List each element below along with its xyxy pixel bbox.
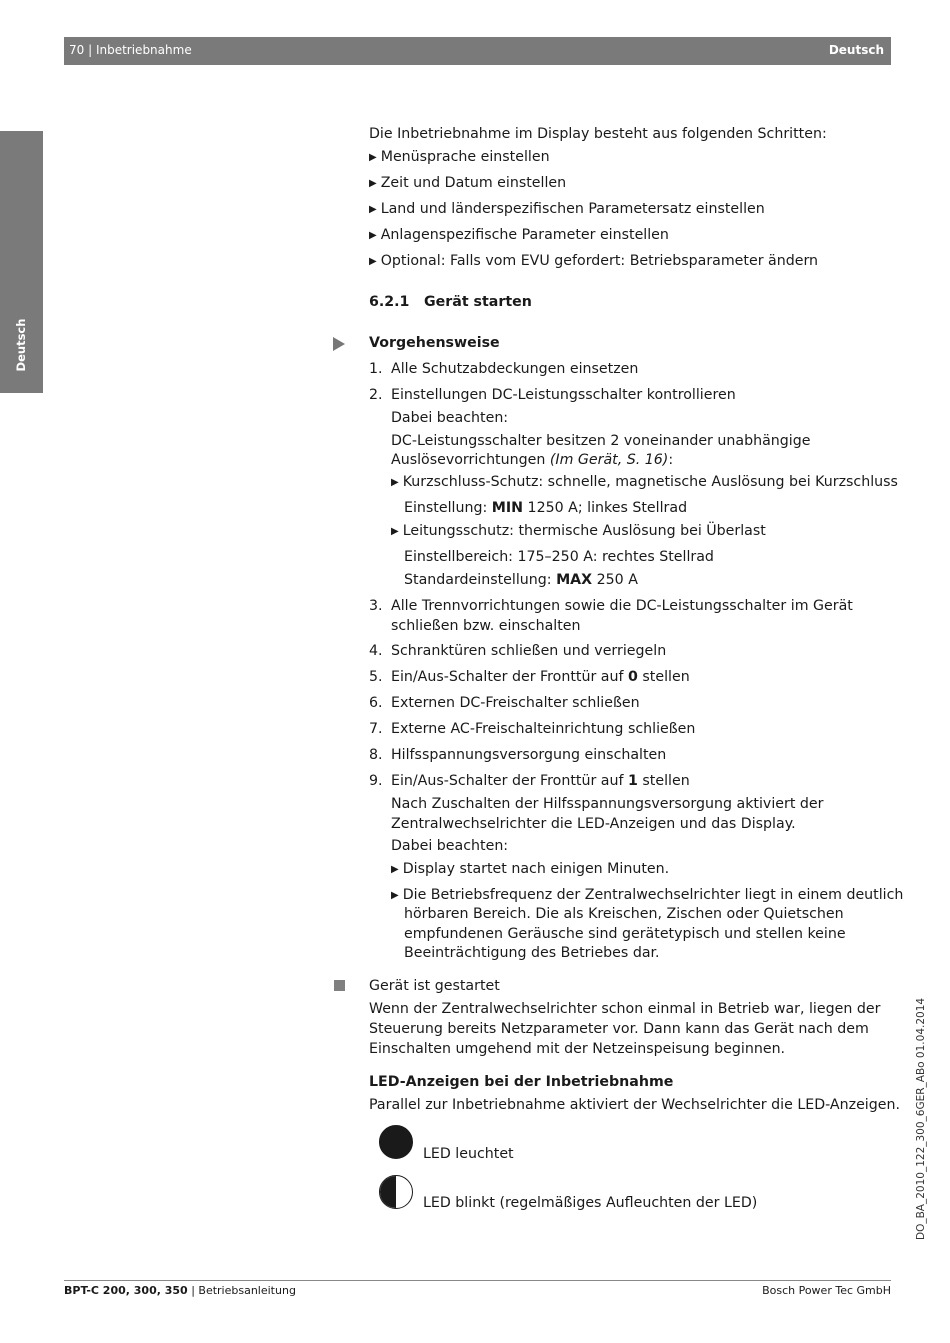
footer-product: BPT-C 200, 300, 350 | Betriebsanleitung bbox=[64, 1284, 296, 1297]
result-text: Wenn der Zentralwechselrichter schon einmal in Betrieb war, liegen der bbox=[369, 1001, 881, 1017]
triangle-right-icon: ▶ bbox=[391, 477, 399, 488]
procedure-heading: Vorgehensweise bbox=[369, 335, 500, 351]
procedure-arrow-icon bbox=[333, 337, 345, 351]
step-note: Dabei beachten: bbox=[391, 838, 509, 854]
bullet-detail: Standardeinstellung: MAX 250 A bbox=[404, 572, 638, 588]
triangle-right-icon: ▶ bbox=[369, 256, 377, 267]
step-number: 1. bbox=[369, 361, 383, 377]
step-number: 7. bbox=[369, 721, 383, 737]
triangle-right-icon: ▶ bbox=[369, 178, 377, 189]
step-number: 4. bbox=[369, 643, 383, 659]
overview-item: ▶ Optional: Falls vom EVU gefordert: Betriebsparameter ändern bbox=[369, 253, 819, 269]
step-number: 5. bbox=[369, 669, 383, 685]
bullet-continuation: hörbaren Bereich. Die als Kreischen, Zischen oder Quietschen bbox=[404, 906, 844, 922]
step-bullet: ▶ Display startet nach einigen Minuten. bbox=[391, 861, 670, 877]
step-note: Zentralwechselrichter die LED-Anzeigen und das Display. bbox=[391, 816, 796, 832]
step-text: Ein/Aus-Schalter der Fronttür auf 0 stellen bbox=[391, 669, 690, 685]
step-text: Alle Schutzabdeckungen einsetzen bbox=[391, 361, 639, 377]
step-text: schließen bzw. einschalten bbox=[391, 618, 581, 634]
overview-item: ▶ Land und länderspezifischen Parametersatz einstellen bbox=[369, 201, 765, 217]
page-header bbox=[64, 37, 891, 65]
section-title: Gerät starten bbox=[424, 294, 532, 310]
triangle-right-icon: ▶ bbox=[369, 204, 377, 215]
led-on-label: LED leuchtet bbox=[423, 1146, 514, 1162]
overview-item: ▶ Anlagenspezifische Parameter einstellen bbox=[369, 227, 669, 243]
step-number: 8. bbox=[369, 747, 383, 763]
step-note: Dabei beachten: bbox=[391, 410, 509, 426]
triangle-right-icon: ▶ bbox=[369, 152, 377, 163]
led-blink-icon bbox=[379, 1175, 413, 1209]
side-tab-label: Deutsch bbox=[14, 318, 28, 372]
section-number: 6.2.1 bbox=[369, 294, 410, 310]
cross-reference-link[interactable]: (Im Gerät, S. 16) bbox=[549, 452, 669, 468]
step-number: 2. bbox=[369, 387, 383, 403]
bullet-detail: Einstellbereich: 175–250 A: rechtes Stellrad bbox=[404, 549, 714, 565]
step-text: Ein/Aus-Schalter der Fronttür auf 1 stellen bbox=[391, 773, 690, 789]
led-on-icon bbox=[379, 1125, 413, 1159]
result-square-icon bbox=[334, 980, 345, 991]
overview-item: ▶ Menüsprache einstellen bbox=[369, 149, 550, 165]
header-language: Deutsch bbox=[828, 43, 884, 57]
step-text: Schranktüren schließen und verriegeln bbox=[391, 643, 667, 659]
header-chapter: 70 | Inbetriebnahme bbox=[69, 43, 192, 57]
step-bullet: ▶ Die Betriebsfrequenz der Zentralwechselrichter liegt in einem deutlich bbox=[391, 887, 904, 903]
triangle-right-icon: ▶ bbox=[391, 864, 399, 875]
led-blink-label: LED blinkt (regelmäßiges Aufleuchten der LED) bbox=[423, 1195, 758, 1211]
triangle-right-icon: ▶ bbox=[391, 526, 399, 537]
footer-divider bbox=[64, 1280, 891, 1281]
document-code: DO_BA_2010_122_300_6GER_ABo 01.04.2014 bbox=[915, 997, 927, 1240]
footer-company: Bosch Power Tec GmbH bbox=[762, 1284, 891, 1297]
step-number: 6. bbox=[369, 695, 383, 711]
bullet-continuation: empfundenen Geräusche sind gerätetypisch und stellen keine bbox=[404, 926, 846, 942]
bullet-continuation: Beeinträchtigung des Betriebes dar. bbox=[404, 945, 660, 961]
triangle-right-icon: ▶ bbox=[369, 230, 377, 241]
result-title: Gerät ist gestartet bbox=[369, 978, 500, 994]
step-bullet: ▶ Leitungsschutz: thermische Auslösung bei Überlast bbox=[391, 523, 766, 539]
result-text: Steuerung bereits Netzparameter vor. Dann kann das Gerät nach dem bbox=[369, 1021, 869, 1037]
step-text: Externen DC-Freischalter schließen bbox=[391, 695, 640, 711]
step-number: 9. bbox=[369, 773, 383, 789]
result-text: Einschalten umgehend mit der Netzeinspeisung beginnen. bbox=[369, 1041, 786, 1057]
step-text: Alle Trennvorrichtungen sowie die DC-Leistungsschalter im Gerät bbox=[391, 598, 853, 614]
bullet-detail: Einstellung: MIN 1250 A; linkes Stellrad bbox=[404, 500, 688, 516]
step-note: DC-Leistungsschalter besitzen 2 voneinander unabhängige bbox=[391, 433, 811, 449]
step-note: Nach Zuschalten der Hilfsspannungsversorgung aktiviert der bbox=[391, 796, 824, 812]
led-heading: LED-Anzeigen bei der Inbetriebnahme bbox=[369, 1074, 674, 1090]
step-number: 3. bbox=[369, 598, 383, 614]
triangle-right-icon: ▶ bbox=[391, 890, 399, 901]
step-bullet: ▶ Kurzschluss-Schutz: schnelle, magnetische Auslösung bei Kurzschluss bbox=[391, 474, 898, 490]
step-text: Hilfsspannungsversorgung einschalten bbox=[391, 747, 667, 763]
overview-item: ▶ Zeit und Datum einstellen bbox=[369, 175, 567, 191]
step-text: Einstellungen DC-Leistungsschalter kontrollieren bbox=[391, 387, 736, 403]
intro-text: Die Inbetriebnahme im Display besteht aus folgenden Schritten: bbox=[369, 126, 827, 142]
led-intro: Parallel zur Inbetriebnahme aktiviert der Wechselrichter die LED-Anzeigen. bbox=[369, 1097, 900, 1113]
step-note: Auslösevorrichtungen (Im Gerät, S. 16): bbox=[391, 452, 674, 468]
step-text: Externe AC-Freischalteinrichtung schließen bbox=[391, 721, 696, 737]
